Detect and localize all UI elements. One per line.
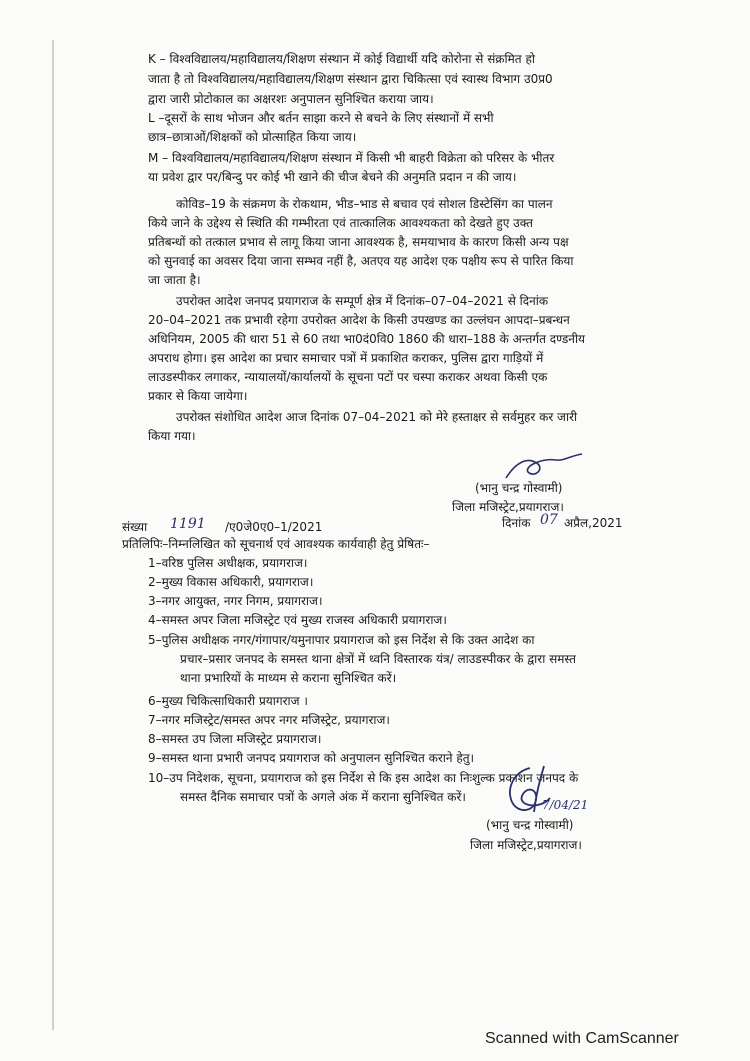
clause-k-line-3: द्वारा जारी प्रोटोकाल का अक्षरशः अनुपालन सुनिश्चित कराया जाय। — [148, 92, 434, 106]
signature1-date-rest: अप्रैल,2021 — [564, 516, 623, 530]
para1-line-3: प्रतिबन्धों को तत्काल प्रभाव से लागू किया जाना आवश्यक है, समयाभाव के कारण किसी अन्य पक्ष — [148, 235, 569, 249]
recipient-5-line-3: थाना प्रभारियों के माध्यम से कराना सुनिश्चित करें। — [180, 671, 397, 685]
clause-k-line-2: जाता है तो विश्वविद्यालय/महाविद्यालय/शिक्षण संस्थान द्वारा चिकित्सा एवं स्वास्थ विभाग उ0प्र0 — [148, 72, 553, 86]
recipient-6: 6–मुख्य चिकित्साधिकारी प्रयागराज । — [148, 694, 308, 708]
para3-line-1: उपरोक्त संशोधित आदेश आज दिनांक 07–04–2021 को मेरे हस्ताक्षर से सर्वमुहर कर जारी — [176, 410, 578, 424]
recipient-9: 9–समस्त थाना प्रभारी जनपद प्रयागराज को अनुपालन सुनिश्चित कराने हेतु। — [148, 751, 475, 765]
signature2-handwritten-date: 7/04/21 — [542, 798, 589, 812]
signature1-date-label: दिनांक — [502, 516, 531, 530]
recipient-5-line-1: 5–पुलिस अधीक्षक नगर/गंगापार/यमुनापार प्रयागराज को इस निर्देश से कि उक्त आदेश का — [148, 633, 535, 647]
signature1-name: (भानु चन्द्र गोस्वामी) — [475, 481, 563, 495]
recipient-1: 1–वरिष्ठ पुलिस अधीक्षक, प्रयागराज। — [148, 556, 308, 570]
copy-intro: प्रतिलिपिः–निम्नलिखित को सूचनार्थ एवं आवश्यक कार्यवाही हेतु प्रेषितः– — [122, 537, 430, 551]
para2-line-4: अपराध होगा। इस आदेश का प्रचार समाचार पत्रों में प्रकाशित कराकर, पुलिस द्वारा गाड़ियों में — [148, 351, 544, 365]
scanner-watermark: Scanned with CamScanner — [485, 1030, 679, 1047]
recipient-7: 7–नगर मजिस्ट्रेट/समस्त अपर नगर मजिस्ट्रेट, प्रयागराज। — [148, 713, 390, 727]
para1-line-4: को सुनवाई का अवसर दिया जाना सम्भव नहीं है, अतएव यह आदेश एक पक्षीय रूप से पारित किया — [148, 254, 574, 268]
recipient-10-line-1: 10–उप निदेशक, सूचना, प्रयागराज को इस निर्देश से कि इस आदेश का निःशुल्क प्रकाशन जनपद के — [148, 771, 579, 785]
para2-line-3: अधिनियम, 2005 की धारा 51 से 60 तथा भा0दं0वि0 1860 की धारा–188 के अन्तर्गत दण्डनीय — [148, 332, 586, 346]
page-edge-shadow — [52, 40, 54, 1030]
clause-l-line-1: L –दूसरों के साथ भोजन और बर्तन साझा करने से बचने के लिए संस्थानों में सभी — [148, 111, 494, 125]
para2-line-2: 20–04–2021 तक प्रभावी रहेगा उपरोक्त आदेश के किसी उपखण्ड का उल्लंघन आपदा–प्रबन्धन — [148, 313, 570, 327]
signature2-designation: जिला मजिस्ट्रेट,प्रयागराज। — [470, 838, 582, 852]
signature2-name: (भानु चन्द्र गोस्वामी) — [486, 818, 574, 832]
clause-l-line-2: छात्र–छात्राओं/शिक्षकों को प्रोत्साहित किया जाय। — [148, 130, 357, 144]
para1-line-2: किये जाने के उद्देश्य से स्थिति की गम्भीरता एवं तात्कालिक आवश्यकता को देखते हुए उक्त — [148, 216, 534, 230]
para3-line-2: किया गया। — [148, 429, 196, 443]
recipient-5-line-2: प्रचार–प्रसार जनपद के समस्त थाना क्षेत्रों में ध्वनि विस्तारक यंत्र/ लाउडस्पीकर के द्वारा समस्त — [180, 652, 576, 666]
recipient-4: 4–समस्त अपर जिला मजिस्ट्रेट एवं मुख्य राजस्व अधिकारी प्रयागराज। — [148, 613, 447, 627]
para1-line-1: कोविड–19 के संक्रमण के रोकथाम, भीड–भाड से बचाव एवं सोशल डिस्टेसिंग का पालन — [176, 197, 553, 211]
reference-suffix: /ए0जे0ए0–1/2021 — [225, 520, 323, 534]
recipient-8: 8–समस्त उप जिला मजिस्ट्रेट प्रयागराज। — [148, 732, 322, 746]
recipient-3: 3–नगर आयुक्त, नगर निगम, प्रयागराज। — [148, 594, 323, 608]
para1-line-5: जा जाता है। — [148, 273, 201, 287]
recipient-10-line-2: समस्त दैनिक समाचार पत्रों के अगले अंक में कराना सुनिश्चित करें। — [180, 790, 466, 804]
para2-line-5: लाउडस्पीकर लगाकर, न्यायालयों/कार्यालयों के सूचना पटों पर चस्पा कराकर अथवा किसी एक — [148, 370, 548, 384]
clause-m-line-1: M – विश्वविद्यालय/महाविद्यालय/शिक्षण संस्थान में किसी भी बाहरी विक्रेता को परिसर के भीतर — [148, 151, 555, 165]
clause-k-line-1: K – विश्वविद्यालय/महाविद्यालय/शिक्षण संस्थान में कोई विद्यार्थी यदि कोरोना से संक्रमित हो — [148, 52, 535, 66]
reference-label: संख्या — [122, 520, 148, 534]
clause-m-line-2: या प्रवेश द्वार पर/बिन्दु पर कोई भी खाने की चीज बेचने की अनुमति प्रदान न की जाय। — [148, 170, 517, 184]
reference-handwritten-number: 1191 — [170, 516, 206, 532]
recipient-2: 2–मुख्य विकास अधिकारी, प्रयागराज। — [148, 575, 314, 589]
para2-line-1: उपरोक्त आदेश जनपद प्रयागराज के सम्पूर्ण क्षेत्र में दिनांक–07–04–2021 से दिनांक — [176, 294, 549, 308]
para2-line-6: प्रकार से किया जायेगा। — [148, 389, 248, 403]
handwritten-signature-1 — [498, 452, 588, 484]
signature1-date-handwritten: 07 — [540, 512, 558, 528]
signature1-designation: जिला मजिस्ट्रेट,प्रयागराज। — [452, 500, 564, 514]
